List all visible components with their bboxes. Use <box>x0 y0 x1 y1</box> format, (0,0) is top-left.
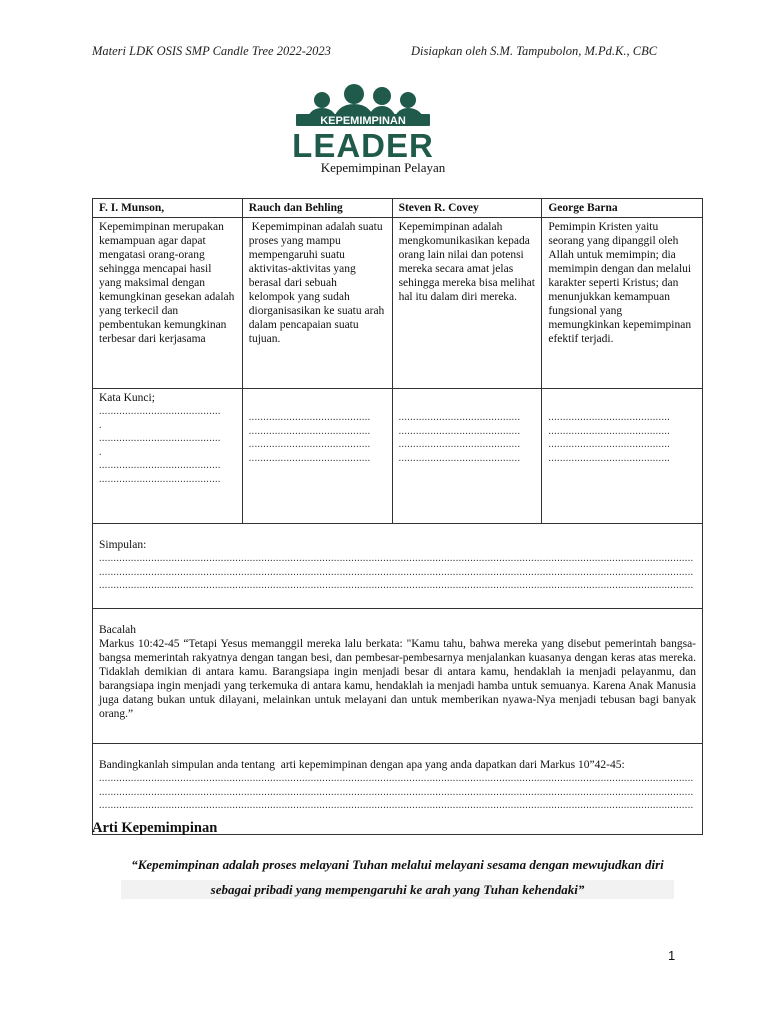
header-left: Materi LDK OSIS SMP Candle Tree 2022-2023 <box>92 44 331 58</box>
col-header: George Barna <box>542 199 703 218</box>
fill-line: .......................................... <box>99 473 221 485</box>
fill-line: .......................................... <box>398 425 521 437</box>
kepemimpinan-leader-logo <box>292 84 437 164</box>
definition-cell: Pemimpin Kristen yaitu seorang yang dipanggil oleh Allah untuk memimpin; dia memimpin dengan dan melalui karakter seperti Kristus; dan menunjukkan kemampuan fungsional yang memungkinkan kepemimpinan efektif terjadi. <box>542 218 703 389</box>
fill-line: .......................................... <box>548 425 671 437</box>
fill-line: ............................................................................................................................................................................................................. <box>99 786 694 798</box>
fill-line: .......................................... <box>248 425 371 437</box>
bacalah-cell <box>93 609 703 744</box>
simpulan-label: Simpulan: <box>99 539 147 551</box>
simpulan-cell <box>93 524 703 609</box>
page-number: 1 <box>668 948 676 963</box>
keyword-label: Kata Kunci; <box>99 392 155 404</box>
fill-line: .......................................... <box>398 439 521 450</box>
col-header: Rauch dan Behling <box>242 199 392 218</box>
fill-line: .......................................... <box>548 452 671 464</box>
simpulan-row <box>93 524 703 609</box>
fill-line: ............................................................................................................................................................................................................. <box>99 773 694 784</box>
fill-line: ............................................................................................................................................................................................................. <box>99 566 694 578</box>
bacalah-row <box>93 609 703 744</box>
keyword-cell <box>93 389 243 524</box>
fill-line: .......................................... <box>99 406 221 417</box>
keyword-cell <box>392 389 542 524</box>
compare-prompt: Bandingkanlah simpulan anda tentang arti kepemimpinan dengan apa yang anda dapatkan dari Markus 10”42-45: <box>99 759 625 771</box>
bacalah-passage: Markus 10:42-45 “Tetapi Yesus memanggil mereka lalu berkata: "Kamu tahu, bahwa mereka yang disebut pemerintah bangsa-bangsa memerintah rakyatnya dengan tangan besi, dan pembesar-pembesarnya menjalankan kuasanya dengan keras atas mereka. Tidaklah demikian di antara kamu. Barangsiapa ingin menjadi besar di antara kamu, hendaklah ia menjadi pelayanmu, dan barangsiapa ingin menjadi yang terkemuka di antara kamu, hendaklah ia menjadi hamba untuk semuanya. Karena Anak Manusia juga datang bukan untuk dilayani, melainkan untuk melayani dan untuk memberikan nyawa-Nya menjadi tebusan bagi banyak orang.” <box>99 638 696 720</box>
col-header: F. I. Munson, <box>93 199 243 218</box>
keyword-cell <box>242 389 392 524</box>
definition-row <box>93 218 703 389</box>
fill-line: ............................................................................................................................................................................................................. <box>99 553 694 564</box>
leadership-table <box>92 198 703 835</box>
fill-line: .......................................... <box>248 439 371 450</box>
fill-line: .......................................... <box>398 412 521 423</box>
fill-line: .......................................... <box>248 452 371 464</box>
fill-line: .......................................... <box>548 439 671 450</box>
fill-line: ............................................................................................................................................................................................................. <box>99 800 694 811</box>
definition-cell: Kepemimpinan adalah mengkomunikasikan kepada orang lain nilai dan potensi mereka secara amat jelas sehingga mereka bisa melihat hal itu dalam diri mereka. <box>392 218 542 389</box>
svg-text:KEPEMIMPINAN: KEPEMIMPINAN <box>320 115 406 127</box>
definition-cell: Kepemimpinan merupakan kemampuan agar dapat mengatasi orang-orang sehingga mencapai hasil yang maksimal dengan kemungkinan gesekan adalah yang terkecil dan pembentukan kemungkinan terbesar dari kerjasama <box>93 218 243 389</box>
fill-line: .......................................... <box>398 452 521 464</box>
bacalah-label: Bacalah <box>99 624 137 636</box>
fill-line: ............................................................................................................................................................................................................. <box>99 580 694 591</box>
header-right: Disiapkan oleh S.M. Tampubolon, M.Pd.K., CBC <box>411 44 658 58</box>
keyword-row <box>93 389 703 524</box>
fill-line: .......................................... <box>99 433 221 444</box>
quote-line-2: sebagai pribadi yang mempengaruhi ke arah yang Tuhan kehendaki” <box>121 880 675 899</box>
fill-line: .......................................... <box>248 412 371 423</box>
subtitle: Kepemimpinan Pelayan <box>320 160 446 175</box>
header-row <box>93 199 703 218</box>
fill-line: . <box>99 419 102 431</box>
definition-cell: Kepemimpinan adalah suatu proses yang mampu mempengaruhi suatu aktivitas-aktivitas yang berasal dari sebuah kelompok yang sudah diorganisasikan ke suatu arah dalam pencapaian suatu tujuan. <box>242 218 392 389</box>
section-title: Arti Kepemimpinan <box>92 820 218 836</box>
col-header: Steven R. Covey <box>392 199 542 218</box>
fill-line: .......................................... <box>548 412 671 423</box>
fill-line: .......................................... <box>99 460 221 471</box>
svg-text:LEADER: LEADER <box>292 127 434 164</box>
definition-quote <box>92 852 703 902</box>
quote-line-1: “Kepemimpinan adalah proses melayani Tuhan melalui melayani sesama dengan mewujudkan diri <box>131 857 664 872</box>
fill-line: . <box>99 446 102 458</box>
keyword-cell <box>542 389 703 524</box>
